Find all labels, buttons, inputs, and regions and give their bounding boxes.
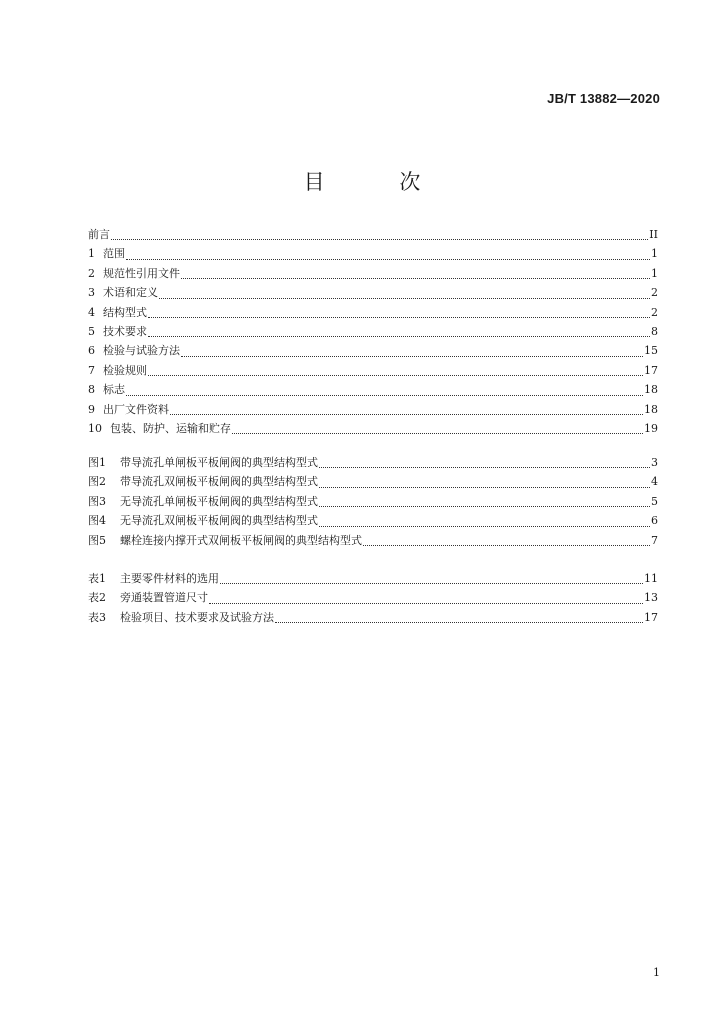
toc-entry-page: 11 xyxy=(644,572,658,585)
dot-leader xyxy=(209,602,643,604)
toc-entry-label: 主要零件材料的选用 xyxy=(120,572,219,585)
toc-entry-number: 4 xyxy=(88,305,95,319)
toc-entry-label: 检验与试验方法 xyxy=(103,344,180,358)
toc-entry-number: 图4 xyxy=(88,514,106,528)
dot-leader xyxy=(148,316,650,318)
dot-leader xyxy=(111,238,648,240)
toc-entry-number: 7 xyxy=(88,363,95,377)
toc-entry-page: 13 xyxy=(644,591,658,605)
dot-leader xyxy=(275,621,643,623)
dot-leader xyxy=(126,394,643,396)
toc-entry-page: 2 xyxy=(651,305,658,319)
toc-entry-page: 4 xyxy=(651,475,658,489)
toc-entry-table-2[interactable] xyxy=(88,589,658,608)
toc-entry-number: 8 xyxy=(88,383,95,397)
toc-entry-label: 出厂文件资料 xyxy=(103,402,169,416)
dot-leader xyxy=(181,277,650,279)
toc-entry-number: 3 xyxy=(88,286,95,300)
toc-entry-label: 包装、防护、运输和贮存 xyxy=(110,421,231,435)
toc-entry-label: 螺栓连接内撑开式双闸板平板闸阀的典型结构型式 xyxy=(120,533,362,547)
toc-sections xyxy=(88,226,658,439)
dot-leader xyxy=(181,355,643,357)
toc-entry-normative-references[interactable] xyxy=(88,265,658,284)
toc-entry-scope[interactable] xyxy=(88,245,658,264)
toc-entry-page: 3 xyxy=(651,456,658,469)
toc-entry-technical-requirements[interactable] xyxy=(88,323,658,342)
toc-entry-label: 无导流孔双闸板平板闸阀的典型结构型式 xyxy=(120,514,318,528)
dot-leader xyxy=(126,258,650,260)
toc-entry-number: 2 xyxy=(88,266,95,280)
toc-entry-number: 表3 xyxy=(88,610,106,624)
toc-entry-page: 2 xyxy=(651,286,658,300)
toc-entry-terms[interactable] xyxy=(88,284,658,303)
toc-entry-label: 结构型式 xyxy=(103,305,147,319)
toc-entry-label: 旁通装置管道尺寸 xyxy=(120,591,208,605)
toc-entry-inspection-rules[interactable] xyxy=(88,362,658,381)
toc-entry-page: 15 xyxy=(644,344,658,358)
dot-leader xyxy=(148,374,643,376)
dot-leader xyxy=(220,582,643,584)
dot-leader xyxy=(148,335,650,337)
dot-leader xyxy=(319,505,650,507)
dot-leader xyxy=(319,525,650,527)
toc-entry-page: 7 xyxy=(651,533,658,547)
toc-entry-factory-documents[interactable] xyxy=(88,401,658,420)
toc-entry-page: 5 xyxy=(651,494,658,508)
toc-entry-page: 1 xyxy=(651,247,658,261)
toc-entry-structure[interactable] xyxy=(88,304,658,323)
dot-leader xyxy=(319,486,650,488)
toc-entry-label: 检验项目、技术要求及试验方法 xyxy=(120,610,274,624)
toc-entry-label: 检验规则 xyxy=(103,363,147,377)
toc-entry-table-1[interactable] xyxy=(88,570,658,589)
toc-entry-number: 9 xyxy=(88,402,95,416)
toc-entry-label: 标志 xyxy=(103,383,125,397)
toc-entry-label: 带导流孔双闸板平板闸阀的典型结构型式 xyxy=(120,475,318,489)
toc-entry-figure-4[interactable] xyxy=(88,512,658,531)
toc-entry-page: 18 xyxy=(644,402,658,416)
toc-entry-test-methods[interactable] xyxy=(88,342,658,361)
toc-entry-figure-2[interactable] xyxy=(88,473,658,492)
toc-entry-label: 前言 xyxy=(88,228,110,241)
toc-entry-figure-1[interactable] xyxy=(88,454,658,473)
toc-entry-page: 19 xyxy=(644,421,658,435)
toc-entry-number: 10 xyxy=(88,421,102,435)
toc-entry-page: 18 xyxy=(644,383,658,397)
toc-entry-page: 6 xyxy=(651,514,658,528)
toc-entry-figure-5[interactable] xyxy=(88,532,658,551)
page-number: 1 xyxy=(653,966,660,979)
toc-entry-label: 带导流孔单闸板平板闸阀的典型结构型式 xyxy=(120,456,318,469)
toc-figures xyxy=(88,454,658,551)
toc-entry-number: 图2 xyxy=(88,475,106,489)
toc-entry-marking[interactable] xyxy=(88,381,658,400)
toc-entry-number: 5 xyxy=(88,324,95,338)
standard-code: JB/T 13882—2020 xyxy=(547,91,660,106)
page-title: 目 次 xyxy=(303,170,455,194)
toc-entry-number: 1 xyxy=(88,247,95,261)
toc-tables xyxy=(88,570,658,628)
toc-entry-packaging[interactable] xyxy=(88,420,658,439)
toc-entry-label: 范围 xyxy=(103,247,125,261)
toc-entry-number: 6 xyxy=(88,344,95,358)
toc-entry-label: 规范性引用文件 xyxy=(103,266,180,280)
toc-entry-page: 17 xyxy=(644,363,658,377)
toc-entry-number: 表2 xyxy=(88,591,106,605)
toc-entry-label: 术语和定义 xyxy=(103,286,158,300)
toc-entry-page: II xyxy=(649,228,658,241)
dot-leader xyxy=(232,432,643,434)
dot-leader xyxy=(319,466,650,468)
toc-entry-number: 图1 xyxy=(88,456,106,469)
toc-entry-number: 表1 xyxy=(88,572,106,585)
toc-entry-page: 17 xyxy=(644,610,658,624)
toc-entry-page: 8 xyxy=(651,324,658,338)
toc-entry-foreword[interactable] xyxy=(88,226,658,245)
dot-leader xyxy=(159,297,650,299)
toc-entry-page: 1 xyxy=(651,266,658,280)
toc-entry-label: 技术要求 xyxy=(103,324,147,338)
toc-entry-number: 图5 xyxy=(88,533,106,547)
dot-leader xyxy=(363,544,650,546)
toc-entry-figure-3[interactable] xyxy=(88,493,658,512)
dot-leader xyxy=(170,413,643,415)
toc-entry-number: 图3 xyxy=(88,494,106,508)
toc-entry-table-3[interactable] xyxy=(88,609,658,628)
toc-entry-label: 无导流孔单闸板平板闸阀的典型结构型式 xyxy=(120,494,318,508)
